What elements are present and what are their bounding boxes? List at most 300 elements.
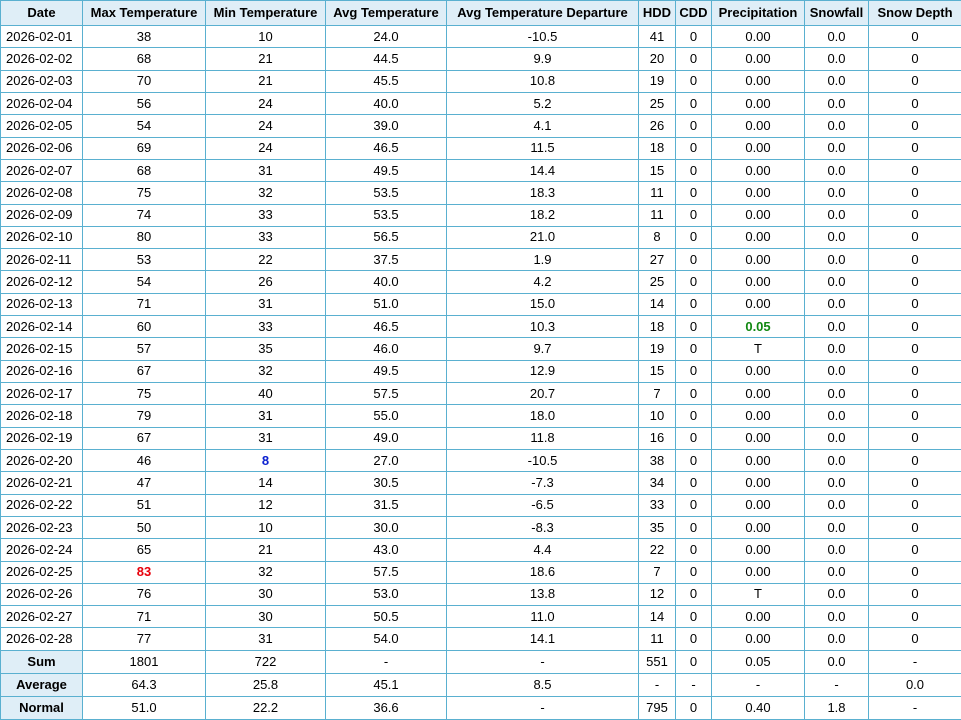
date-cell: 2026-02-11: [1, 249, 83, 271]
table-cell: 0: [676, 316, 712, 338]
summary-label: Sum: [1, 651, 83, 674]
table-cell: 22: [639, 539, 676, 561]
summary-cell: 0.05: [712, 651, 805, 674]
table-row: [1, 26, 961, 48]
table-cell: 0.0: [805, 293, 869, 315]
date-cell: 2026-02-04: [1, 92, 83, 114]
summary-cell: -: [869, 651, 961, 674]
table-cell: 0.00: [712, 516, 805, 538]
date-cell: 2026-02-10: [1, 226, 83, 248]
table-cell: 41: [639, 26, 676, 48]
table-cell: 0.0: [805, 115, 869, 137]
table-cell: 0: [676, 427, 712, 449]
table-cell: 0: [869, 628, 961, 651]
table-cell: 53: [83, 249, 206, 271]
table-cell: 0: [869, 271, 961, 293]
table-row: [1, 271, 961, 293]
table-cell: 11.5: [447, 137, 639, 159]
table-cell: 32: [206, 360, 326, 382]
column-header: Snowfall: [805, 1, 869, 26]
date-cell: 2026-02-28: [1, 628, 83, 651]
table-cell: 57.5: [326, 561, 447, 583]
table-cell: 33: [639, 494, 676, 516]
table-cell: 24: [206, 92, 326, 114]
table-cell: 54: [83, 271, 206, 293]
record-high-cell: 83: [83, 561, 206, 583]
table-cell: 0.0: [805, 449, 869, 471]
table-cell: 0.0: [805, 70, 869, 92]
table-row: [1, 204, 961, 226]
table-cell: 14: [639, 606, 676, 628]
table-cell: 31: [206, 628, 326, 651]
table-cell: 0: [869, 26, 961, 48]
table-cell: 5.2: [447, 92, 639, 114]
date-cell: 2026-02-02: [1, 48, 83, 70]
table-cell: 49.0: [326, 427, 447, 449]
table-cell: 0.0: [805, 26, 869, 48]
summary-row: [1, 674, 961, 697]
table-cell: 53.5: [326, 204, 447, 226]
table-cell: 34: [639, 472, 676, 494]
table-cell: 45.5: [326, 70, 447, 92]
table-cell: 50.5: [326, 606, 447, 628]
summary-section: [1, 651, 961, 720]
summary-cell: 25.8: [206, 674, 326, 697]
table-cell: 0: [676, 137, 712, 159]
table-cell: 39.0: [326, 115, 447, 137]
table-cell: 55.0: [326, 405, 447, 427]
summary-cell: 64.3: [83, 674, 206, 697]
table-cell: 8: [639, 226, 676, 248]
table-cell: 57.5: [326, 383, 447, 405]
table-cell: 0: [869, 539, 961, 561]
summary-cell: -: [447, 651, 639, 674]
table-cell: 21: [206, 539, 326, 561]
table-cell: 19: [639, 70, 676, 92]
table-cell: 13.8: [447, 583, 639, 605]
table-cell: 31: [206, 293, 326, 315]
table-cell: 0.0: [805, 539, 869, 561]
table-cell: 71: [83, 293, 206, 315]
table-cell: 79: [83, 405, 206, 427]
table-cell: 0.00: [712, 383, 805, 405]
table-cell: 33: [206, 226, 326, 248]
table-cell: -10.5: [447, 449, 639, 471]
table-cell: 68: [83, 48, 206, 70]
table-cell: 46.5: [326, 137, 447, 159]
table-cell: 0.0: [805, 159, 869, 181]
table-cell: 0: [676, 449, 712, 471]
summary-cell: 51.0: [83, 697, 206, 720]
table-cell: 37.5: [326, 249, 447, 271]
table-cell: 31: [206, 405, 326, 427]
table-row: [1, 92, 961, 114]
table-cell: 4.1: [447, 115, 639, 137]
table-cell: T: [712, 338, 805, 360]
table-cell: 0: [869, 182, 961, 204]
table-cell: 0.00: [712, 137, 805, 159]
table-cell: 20: [639, 48, 676, 70]
table-cell: 14.4: [447, 159, 639, 181]
summary-cell: -: [447, 697, 639, 720]
date-cell: 2026-02-08: [1, 182, 83, 204]
table-cell: 1.9: [447, 249, 639, 271]
table-cell: 0.0: [805, 606, 869, 628]
summary-cell: 1.8: [805, 697, 869, 720]
table-cell: 56.5: [326, 226, 447, 248]
table-cell: 77: [83, 628, 206, 651]
table-cell: 18: [639, 137, 676, 159]
table-cell: 0: [869, 561, 961, 583]
table-cell: 0: [676, 472, 712, 494]
table-row: [1, 316, 961, 338]
table-cell: 30.0: [326, 516, 447, 538]
table-cell: 10.3: [447, 316, 639, 338]
table-cell: 20.7: [447, 383, 639, 405]
table-cell: 0.00: [712, 204, 805, 226]
table-cell: 0.00: [712, 472, 805, 494]
table-cell: 0: [676, 561, 712, 583]
table-cell: 0.0: [805, 48, 869, 70]
table-cell: 22: [206, 249, 326, 271]
table-cell: 65: [83, 539, 206, 561]
table-cell: 27.0: [326, 449, 447, 471]
summary-cell: 0.0: [869, 674, 961, 697]
table-body: [1, 26, 961, 651]
table-cell: 53.5: [326, 182, 447, 204]
date-cell: 2026-02-22: [1, 494, 83, 516]
table-cell: 0: [676, 26, 712, 48]
table-cell: 12: [206, 494, 326, 516]
table-cell: 24.0: [326, 26, 447, 48]
table-cell: 14: [639, 293, 676, 315]
date-cell: 2026-02-12: [1, 271, 83, 293]
table-cell: 40.0: [326, 92, 447, 114]
date-cell: 2026-02-26: [1, 583, 83, 605]
table-row: [1, 137, 961, 159]
table-cell: 10.8: [447, 70, 639, 92]
table-cell: 38: [83, 26, 206, 48]
table-cell: 40: [206, 383, 326, 405]
table-cell: 51.0: [326, 293, 447, 315]
table-cell: 0.0: [805, 271, 869, 293]
summary-cell: 0.40: [712, 697, 805, 720]
summary-cell: 0: [676, 651, 712, 674]
max-precip-cell: 0.05: [712, 316, 805, 338]
table-cell: -6.5: [447, 494, 639, 516]
column-header: Date: [1, 1, 83, 26]
summary-cell: -: [805, 674, 869, 697]
table-cell: 43.0: [326, 539, 447, 561]
table-row: [1, 293, 961, 315]
table-cell: 47: [83, 472, 206, 494]
table-cell: 18: [639, 316, 676, 338]
table-cell: 46.0: [326, 338, 447, 360]
table-cell: 0.00: [712, 449, 805, 471]
table-cell: 0: [869, 70, 961, 92]
table-cell: 0.0: [805, 472, 869, 494]
table-header: [1, 1, 961, 26]
table-cell: 71: [83, 606, 206, 628]
table-cell: 0: [676, 159, 712, 181]
table-cell: 10: [206, 516, 326, 538]
table-cell: -8.3: [447, 516, 639, 538]
table-cell: 15: [639, 159, 676, 181]
table-cell: 56: [83, 92, 206, 114]
table-cell: 33: [206, 204, 326, 226]
table-cell: 0: [676, 606, 712, 628]
table-cell: 15: [639, 360, 676, 382]
date-cell: 2026-02-17: [1, 383, 83, 405]
table-cell: 0.00: [712, 182, 805, 204]
table-cell: 30: [206, 583, 326, 605]
table-cell: 40.0: [326, 271, 447, 293]
table-cell: 0: [869, 226, 961, 248]
table-cell: 0: [869, 583, 961, 605]
table-row: [1, 449, 961, 471]
table-cell: 21: [206, 48, 326, 70]
table-cell: 0.0: [805, 137, 869, 159]
table-cell: 0: [869, 405, 961, 427]
table-cell: 0: [676, 494, 712, 516]
table-cell: 7: [639, 383, 676, 405]
table-cell: 0: [676, 293, 712, 315]
date-cell: 2026-02-14: [1, 316, 83, 338]
table-cell: 33: [206, 316, 326, 338]
table-cell: 0.00: [712, 606, 805, 628]
date-cell: 2026-02-09: [1, 204, 83, 226]
column-header: Avg Temperature Departure: [447, 1, 639, 26]
table-cell: 0: [676, 539, 712, 561]
record-low-cell: 8: [206, 449, 326, 471]
table-cell: 11.8: [447, 427, 639, 449]
table-cell: 26: [639, 115, 676, 137]
table-cell: 12.9: [447, 360, 639, 382]
table-row: [1, 383, 961, 405]
table-cell: 67: [83, 360, 206, 382]
table-cell: 21.0: [447, 226, 639, 248]
table-cell: 4.4: [447, 539, 639, 561]
table-row: [1, 583, 961, 605]
table-cell: 0.0: [805, 628, 869, 651]
table-cell: 0: [869, 516, 961, 538]
date-cell: 2026-02-16: [1, 360, 83, 382]
date-cell: 2026-02-07: [1, 159, 83, 181]
table-cell: 49.5: [326, 360, 447, 382]
table-row: [1, 48, 961, 70]
table-cell: 0.00: [712, 115, 805, 137]
summary-cell: -: [869, 697, 961, 720]
summary-cell: 36.6: [326, 697, 447, 720]
table-cell: 75: [83, 383, 206, 405]
summary-cell: -: [676, 674, 712, 697]
table-cell: 35: [639, 516, 676, 538]
summary-cell: 8.5: [447, 674, 639, 697]
table-row: [1, 249, 961, 271]
table-row: [1, 628, 961, 651]
table-cell: -10.5: [447, 26, 639, 48]
table-cell: 19: [639, 338, 676, 360]
column-header: CDD: [676, 1, 712, 26]
date-cell: 2026-02-24: [1, 539, 83, 561]
table-cell: 0: [869, 472, 961, 494]
table-cell: 0: [869, 293, 961, 315]
table-cell: 0.0: [805, 405, 869, 427]
table-cell: 46: [83, 449, 206, 471]
table-cell: 24: [206, 137, 326, 159]
table-cell: 80: [83, 226, 206, 248]
summary-cell: 0: [676, 697, 712, 720]
table-cell: 0.0: [805, 182, 869, 204]
table-cell: 15.0: [447, 293, 639, 315]
table-cell: 0: [676, 516, 712, 538]
table-cell: 0: [869, 115, 961, 137]
table-cell: 0.00: [712, 293, 805, 315]
table-cell: 0.00: [712, 494, 805, 516]
table-cell: 18.0: [447, 405, 639, 427]
table-cell: 0.00: [712, 427, 805, 449]
column-header: Avg Temperature: [326, 1, 447, 26]
table-cell: 0.00: [712, 159, 805, 181]
summary-label: Normal: [1, 697, 83, 720]
table-row: [1, 539, 961, 561]
table-cell: 0: [676, 48, 712, 70]
table-row: [1, 427, 961, 449]
table-cell: 32: [206, 561, 326, 583]
table-row: [1, 159, 961, 181]
table-row: [1, 182, 961, 204]
table-cell: 0.0: [805, 316, 869, 338]
table-cell: 12: [639, 583, 676, 605]
table-cell: 0.00: [712, 405, 805, 427]
summary-cell: -: [712, 674, 805, 697]
table-row: [1, 70, 961, 92]
table-cell: 11.0: [447, 606, 639, 628]
table-cell: 0: [676, 338, 712, 360]
table-cell: 76: [83, 583, 206, 605]
table-cell: 53.0: [326, 583, 447, 605]
summary-cell: 722: [206, 651, 326, 674]
table-cell: 67: [83, 427, 206, 449]
table-cell: 0.0: [805, 494, 869, 516]
table-cell: 51: [83, 494, 206, 516]
table-cell: 25: [639, 92, 676, 114]
table-cell: 11: [639, 628, 676, 651]
table-cell: 0.00: [712, 48, 805, 70]
table-row: [1, 561, 961, 583]
summary-cell: -: [326, 651, 447, 674]
table-cell: 18.6: [447, 561, 639, 583]
date-cell: 2026-02-18: [1, 405, 83, 427]
table-cell: 0.0: [805, 338, 869, 360]
table-row: [1, 405, 961, 427]
table-cell: 26: [206, 271, 326, 293]
summary-cell: 45.1: [326, 674, 447, 697]
table-cell: 0.00: [712, 70, 805, 92]
table-cell: 0: [869, 92, 961, 114]
table-cell: 60: [83, 316, 206, 338]
column-header: Precipitation: [712, 1, 805, 26]
table-cell: 7: [639, 561, 676, 583]
table-cell: 0.0: [805, 516, 869, 538]
table-cell: 11: [639, 182, 676, 204]
table-row: [1, 472, 961, 494]
table-cell: 0: [869, 316, 961, 338]
table-cell: 0.0: [805, 204, 869, 226]
date-cell: 2026-02-15: [1, 338, 83, 360]
table-cell: 0: [676, 405, 712, 427]
table-cell: 0: [869, 606, 961, 628]
table-cell: 0.0: [805, 561, 869, 583]
table-cell: 0: [676, 383, 712, 405]
table-cell: 0.00: [712, 249, 805, 271]
table-cell: 0: [676, 360, 712, 382]
table-cell: 74: [83, 204, 206, 226]
date-cell: 2026-02-19: [1, 427, 83, 449]
summary-cell: 1801: [83, 651, 206, 674]
table-cell: 24: [206, 115, 326, 137]
table-cell: 0.0: [805, 226, 869, 248]
table-cell: 31: [206, 427, 326, 449]
table-cell: 0.00: [712, 92, 805, 114]
table-cell: 0: [869, 249, 961, 271]
table-row: [1, 338, 961, 360]
table-cell: 18.3: [447, 182, 639, 204]
table-cell: 0: [676, 70, 712, 92]
date-cell: 2026-02-21: [1, 472, 83, 494]
table-cell: 10: [206, 26, 326, 48]
table-cell: 25: [639, 271, 676, 293]
header-row: [1, 1, 961, 26]
table-cell: 0.00: [712, 539, 805, 561]
table-row: [1, 360, 961, 382]
table-cell: 0: [676, 583, 712, 605]
table-cell: 0.00: [712, 271, 805, 293]
table-cell: 0: [676, 271, 712, 293]
table-cell: 0.00: [712, 561, 805, 583]
table-cell: 30: [206, 606, 326, 628]
table-cell: 14.1: [447, 628, 639, 651]
table-cell: 10: [639, 405, 676, 427]
date-cell: 2026-02-20: [1, 449, 83, 471]
table-cell: 32: [206, 182, 326, 204]
table-cell: 0.0: [805, 583, 869, 605]
table-cell: 0: [869, 494, 961, 516]
table-cell: 69: [83, 137, 206, 159]
table-cell: 0.00: [712, 628, 805, 651]
table-cell: 70: [83, 70, 206, 92]
table-cell: 14: [206, 472, 326, 494]
date-cell: 2026-02-03: [1, 70, 83, 92]
table-cell: 31: [206, 159, 326, 181]
table-cell: 0: [869, 159, 961, 181]
table-cell: 0.00: [712, 360, 805, 382]
table-cell: 0: [869, 338, 961, 360]
table-cell: 75: [83, 182, 206, 204]
table-cell: 0.0: [805, 360, 869, 382]
date-cell: 2026-02-23: [1, 516, 83, 538]
table-row: [1, 494, 961, 516]
column-header: HDD: [639, 1, 676, 26]
table-cell: 0: [869, 427, 961, 449]
summary-row: [1, 697, 961, 720]
table-row: [1, 516, 961, 538]
table-row: [1, 226, 961, 248]
summary-cell: 0.0: [805, 651, 869, 674]
table-cell: 0: [676, 226, 712, 248]
table-cell: 9.9: [447, 48, 639, 70]
date-cell: 2026-02-01: [1, 26, 83, 48]
